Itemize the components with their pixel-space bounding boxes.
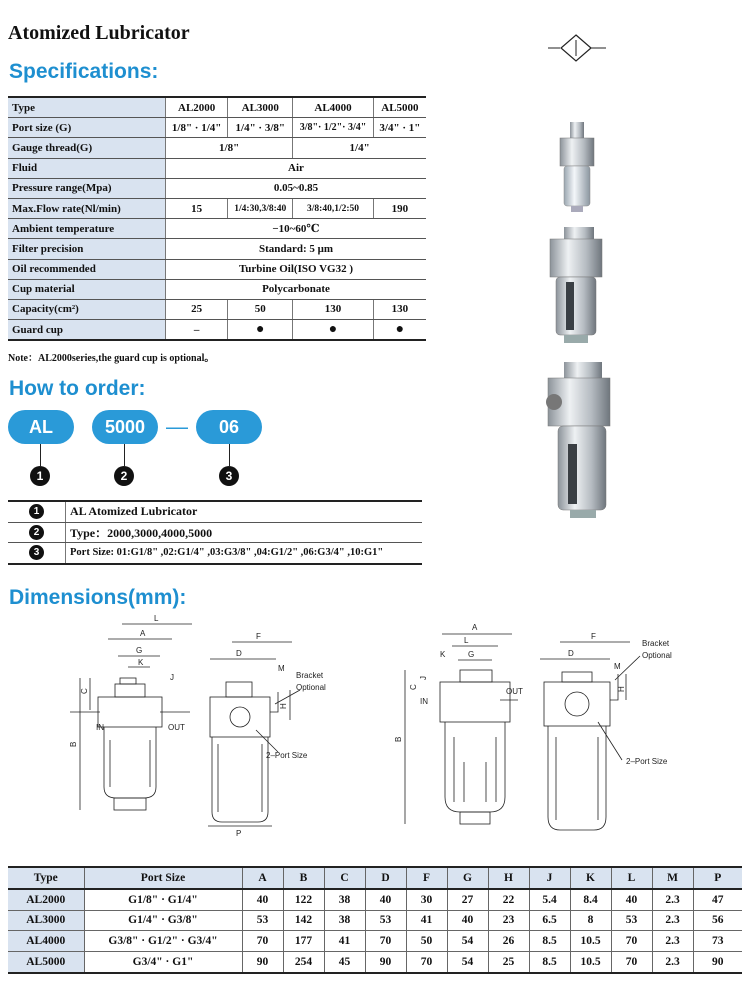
dimensions-heading: Dimensions(mm): xyxy=(9,586,187,609)
dims-cell: 122 xyxy=(283,889,324,910)
dims-cell: 54 xyxy=(447,931,488,952)
dims-cell: 8.4 xyxy=(570,889,611,910)
dimensions-table xyxy=(8,866,742,974)
dims-cell: 41 xyxy=(406,910,447,931)
optional-label-r: Optional xyxy=(642,651,672,660)
dims-cell: 177 xyxy=(283,931,324,952)
dims-header-cell: B xyxy=(283,867,324,889)
dims-cell: 41 xyxy=(324,931,365,952)
spec-header-al2000: AL2000 xyxy=(166,97,228,118)
order-code-series: AL xyxy=(8,410,74,444)
dim-label-f: F xyxy=(256,632,261,641)
dim-label-a: A xyxy=(140,629,146,638)
dims-cell: 23 xyxy=(488,910,529,931)
dims-header-cell: C xyxy=(324,867,365,889)
dims-cell: 90 xyxy=(242,952,283,973)
optional-label: Optional xyxy=(296,683,326,692)
dim-label-l-r: L xyxy=(464,636,469,645)
dim-label-l: L xyxy=(154,614,159,623)
dims-cell: 53 xyxy=(611,910,652,931)
dims-header-cell: H xyxy=(488,867,529,889)
dims-row xyxy=(8,952,742,973)
spec-cell: ● xyxy=(373,320,426,341)
spec-label: Fluid xyxy=(8,158,166,178)
dim-label-b: B xyxy=(69,741,78,747)
spec-cell: 50 xyxy=(228,299,293,319)
dims-cell: AL2000 xyxy=(8,889,84,910)
dims-header-row xyxy=(8,867,742,889)
dims-cell: 25 xyxy=(488,952,529,973)
dims-cell: 53 xyxy=(365,910,406,931)
dim-label-a-r: A xyxy=(472,623,478,632)
order-dash: — xyxy=(166,414,188,439)
dims-cell: 54 xyxy=(447,952,488,973)
port-size-label-r: 2–Port Size xyxy=(626,757,668,766)
spec-cell: ● xyxy=(228,320,293,341)
spec-label: Pressure range(Mpa) xyxy=(8,178,166,198)
dim-label-j-r: J xyxy=(419,676,428,680)
spec-label: Ambient temperature xyxy=(8,219,166,239)
order-row xyxy=(8,543,422,564)
dims-cell: 73 xyxy=(693,931,742,952)
dim-label-j: J xyxy=(170,673,174,682)
dim-label-out-r: OUT xyxy=(506,687,523,696)
dims-cell: AL4000 xyxy=(8,931,84,952)
order-legend-table xyxy=(8,500,422,565)
spec-cell: 3/8"· 1/2"· 3/4" xyxy=(293,118,374,138)
dims-cell: 70 xyxy=(611,931,652,952)
spec-row-oil xyxy=(8,259,426,279)
dim-label-h-r: H xyxy=(617,686,626,692)
spec-label: Cup material xyxy=(8,279,166,299)
dims-cell: 70 xyxy=(365,931,406,952)
spec-row-flow xyxy=(8,198,426,218)
dims-cell: 142 xyxy=(283,910,324,931)
dims-cell: AL3000 xyxy=(8,910,84,931)
spec-note: Note：AL2000series,the guard cup is optional。 xyxy=(8,353,215,364)
dims-cell: 6.5 xyxy=(529,910,570,931)
dims-cell: 30 xyxy=(406,889,447,910)
dims-cell: 5.4 xyxy=(529,889,570,910)
small-front-view-drawing xyxy=(70,624,192,810)
spec-cell: – xyxy=(166,320,228,341)
order-row xyxy=(8,522,422,543)
dim-label-d: D xyxy=(236,649,242,658)
spec-row-filter xyxy=(8,239,426,259)
dims-cell: 50 xyxy=(406,931,447,952)
dims-header-cell: D xyxy=(365,867,406,889)
order-number-2: 2 xyxy=(114,466,134,486)
dim-label-f-r: F xyxy=(591,632,596,641)
spec-header-al3000: AL3000 xyxy=(228,97,293,118)
dims-row xyxy=(8,931,742,952)
dims-cell: 8.5 xyxy=(529,952,570,973)
dims-cell: 38 xyxy=(324,889,365,910)
spec-label: Max.Flow rate(Nl/min) xyxy=(8,198,166,218)
dims-header-cell: A xyxy=(242,867,283,889)
spec-cell: 1/4" xyxy=(293,138,426,158)
spec-cell: Polycarbonate xyxy=(166,279,427,299)
spec-row-capacity xyxy=(8,299,426,319)
dims-cell: AL5000 xyxy=(8,952,84,973)
dims-cell: G3/4" · G1" xyxy=(84,952,242,973)
dims-header-cell: F xyxy=(406,867,447,889)
spec-row-ambient xyxy=(8,219,426,239)
dims-cell: 40 xyxy=(611,889,652,910)
connector-line xyxy=(40,444,41,466)
spec-label: Port size (G) xyxy=(8,118,166,138)
connector-line xyxy=(124,444,125,466)
order-row-text: Type：2000,3000,4000,5000 xyxy=(66,522,423,543)
spec-cell: 3/4" · 1" xyxy=(373,118,426,138)
dims-cell: 22 xyxy=(488,889,529,910)
dims-cell: 47 xyxy=(693,889,742,910)
dim-label-g-r: G xyxy=(468,650,475,659)
dim-label-out: OUT xyxy=(168,723,185,732)
dims-cell: 40 xyxy=(365,889,406,910)
dims-header-cell: P xyxy=(693,867,742,889)
spec-cell: 1/4" · 3/8" xyxy=(228,118,293,138)
spec-row-pressure xyxy=(8,178,426,198)
dim-label-m: M xyxy=(278,664,285,673)
dims-header-cell: L xyxy=(611,867,652,889)
spec-label: Capacity(cm²) xyxy=(8,299,166,319)
dims-cell: 2.3 xyxy=(652,889,693,910)
dim-label-k-r: K xyxy=(440,650,446,659)
spec-row-cup xyxy=(8,279,426,299)
dims-cell: 70 xyxy=(611,952,652,973)
bracket-label: Bracket xyxy=(296,671,324,680)
order-number-1: 1 xyxy=(30,466,50,486)
spec-cell: 130 xyxy=(293,299,374,319)
spec-header-al4000: AL4000 xyxy=(293,97,374,118)
spec-header-type: Type xyxy=(8,97,166,118)
dims-cell: G3/8" · G1/2" · G3/4" xyxy=(84,931,242,952)
order-row-text: AL Atomized Lubricator xyxy=(66,501,423,522)
dims-cell: 2.3 xyxy=(652,952,693,973)
spec-row-port-size xyxy=(8,118,426,138)
dims-header-cell: G xyxy=(447,867,488,889)
spec-cell: Standard: 5 μm xyxy=(166,239,427,259)
spec-label: Guard cup xyxy=(8,320,166,341)
dim-label-b-r: B xyxy=(394,736,403,742)
dim-label-in: IN xyxy=(96,723,104,732)
dims-cell: G1/8" · G1/4" xyxy=(84,889,242,910)
dims-cell: 8.5 xyxy=(529,931,570,952)
how-to-order-heading: How to order: xyxy=(9,377,146,400)
dims-row xyxy=(8,910,742,931)
dims-cell: 10.5 xyxy=(570,931,611,952)
spec-cell: Air xyxy=(166,158,427,178)
spec-row-guard xyxy=(8,320,426,341)
dims-cell: 90 xyxy=(693,952,742,973)
dim-label-g: G xyxy=(136,646,143,655)
page-title: Atomized Lubricator xyxy=(8,22,190,44)
dim-label-m-r: M xyxy=(614,662,621,671)
dim-label-c-r: C xyxy=(409,684,418,690)
spec-cell: 3/8:40,1/2:50 xyxy=(293,198,374,218)
dim-label-k: K xyxy=(138,658,144,667)
dims-header-cell: Type xyxy=(8,867,84,889)
dim-label-d-r: D xyxy=(568,649,574,658)
dims-cell: 45 xyxy=(324,952,365,973)
spec-cell: 1/8" xyxy=(166,138,293,158)
spec-cell: 25 xyxy=(166,299,228,319)
dims-cell: 26 xyxy=(488,931,529,952)
dims-cell: 70 xyxy=(406,952,447,973)
dim-label-in-r: IN xyxy=(420,697,428,706)
dims-cell: 2.3 xyxy=(652,910,693,931)
spec-cell: 130 xyxy=(373,299,426,319)
order-number-3: 3 xyxy=(219,466,239,486)
dims-cell: 40 xyxy=(242,889,283,910)
dims-cell: 10.5 xyxy=(570,952,611,973)
dim-label-p: P xyxy=(236,829,242,838)
spec-cell: 1/8" · 1/4" xyxy=(166,118,228,138)
order-row xyxy=(8,501,422,522)
dims-cell: 70 xyxy=(242,931,283,952)
specifications-table xyxy=(8,96,426,341)
dims-header-cell: Port Size xyxy=(84,867,242,889)
specifications-heading: Specifications: xyxy=(9,60,159,83)
dims-cell: G1/4" · G3/8" xyxy=(84,910,242,931)
dims-cell: 40 xyxy=(447,910,488,931)
dims-cell: 2.3 xyxy=(652,931,693,952)
connector-line xyxy=(229,444,230,466)
order-row-text: Port Size: 01:G1/8" ,02:G1/4" ,03:G3/8" ,04:G1/2" ,06:G3/4" ,10:G1" xyxy=(66,543,423,564)
spec-cell: 1/4:30,3/8:40 xyxy=(228,198,293,218)
spec-label: Oil recommended xyxy=(8,259,166,279)
spec-cell: 190 xyxy=(373,198,426,218)
spec-label: Gauge thread(G) xyxy=(8,138,166,158)
spec-label: Filter precision xyxy=(8,239,166,259)
dims-cell: 56 xyxy=(693,910,742,931)
dims-row xyxy=(8,889,742,910)
spec-cell: −10~60℃ xyxy=(166,219,427,239)
dims-header-cell: J xyxy=(529,867,570,889)
dimension-drawings xyxy=(60,612,740,844)
order-row-number: 1 xyxy=(29,504,44,519)
order-row-number: 3 xyxy=(29,545,44,560)
lubricator-symbol-icon xyxy=(548,32,608,64)
spec-cell: Turbine Oil(ISO VG32 ) xyxy=(166,259,427,279)
dims-cell: 27 xyxy=(447,889,488,910)
spec-cell: 0.05~0.85 xyxy=(166,178,427,198)
spec-header-al5000: AL5000 xyxy=(373,97,426,118)
dims-header-cell: M xyxy=(652,867,693,889)
spec-row-gauge-thread xyxy=(8,138,426,158)
dims-header-cell: K xyxy=(570,867,611,889)
dims-cell: 38 xyxy=(324,910,365,931)
order-row-number: 2 xyxy=(29,525,44,540)
dim-label-h: H xyxy=(279,703,288,709)
spec-cell: 15 xyxy=(166,198,228,218)
dims-cell: 53 xyxy=(242,910,283,931)
dims-cell: 254 xyxy=(283,952,324,973)
order-code-type: 5000 xyxy=(92,410,158,444)
dim-label-c: C xyxy=(80,688,89,694)
bracket-label-r: Bracket xyxy=(642,639,670,648)
order-code-port: 06 xyxy=(196,410,262,444)
spec-cell: ● xyxy=(293,320,374,341)
product-photo-image xyxy=(540,112,620,522)
dims-cell: 90 xyxy=(365,952,406,973)
spec-row-fluid xyxy=(8,158,426,178)
port-size-label: 2–Port Size xyxy=(266,751,308,760)
dims-cell: 8 xyxy=(570,910,611,931)
